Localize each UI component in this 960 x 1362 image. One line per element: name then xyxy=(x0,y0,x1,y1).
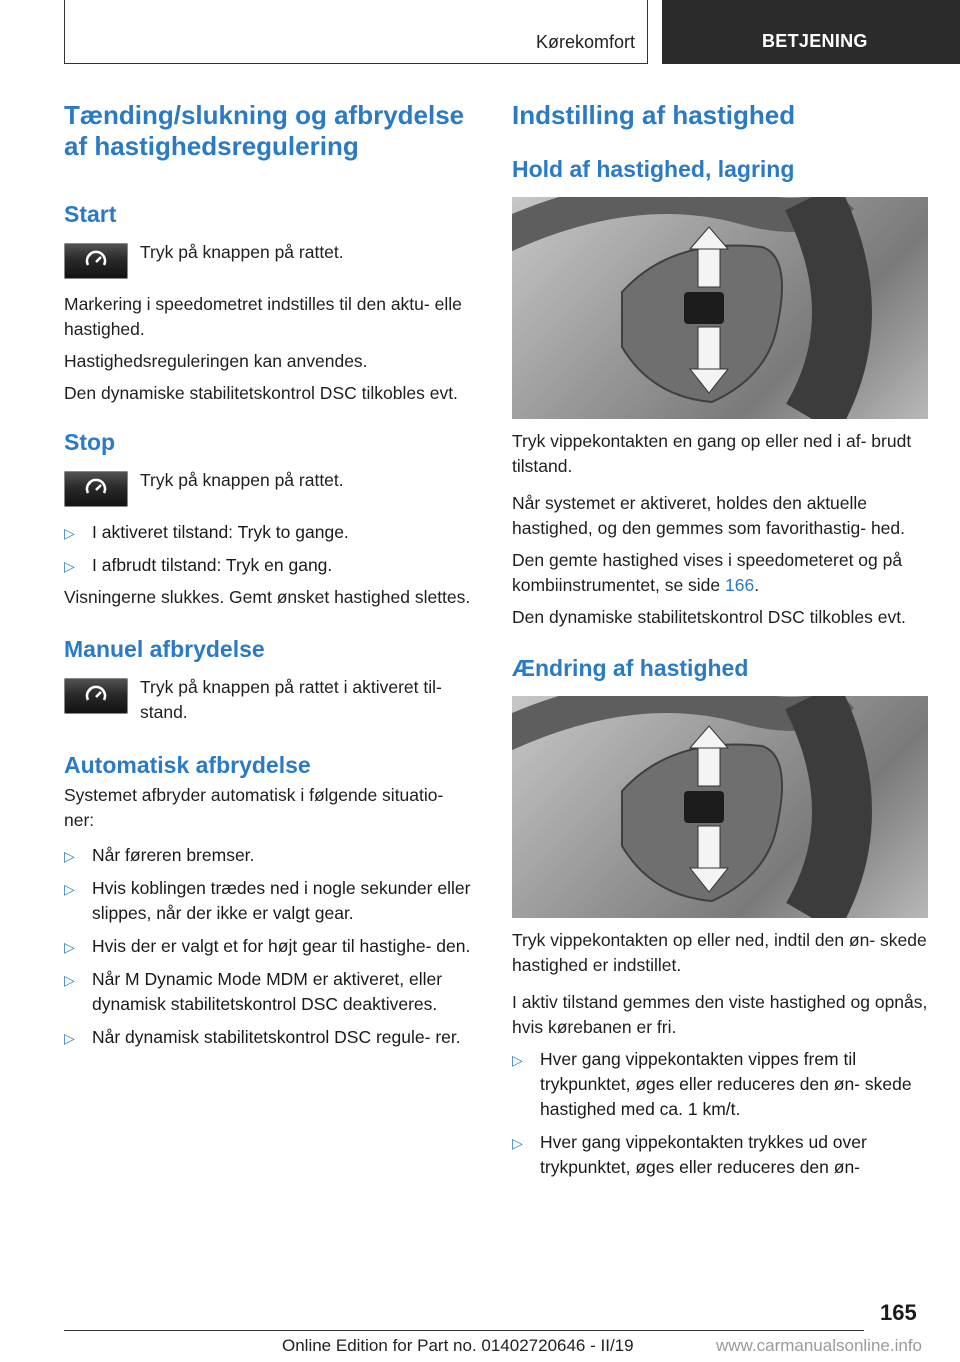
stop-button-row xyxy=(64,468,478,508)
header-section-title: Kørekomfort xyxy=(535,32,635,52)
triangle-right-icon: ▷ xyxy=(64,881,75,897)
change-para-1: Tryk vippekontakten op eller ned, indtil den øn‐ skede hastighed er indstillet. xyxy=(512,930,927,975)
list-item: ▷ Når M Dynamic Mode MDM er aktiveret, eller dynamisk stabilitetskontrol DSC deaktiveres. xyxy=(64,969,443,1014)
start-para-2: Hastighedsreguleringen kan anvendes. xyxy=(64,351,368,371)
stop-para: Visningerne slukkes. Gemt ønsket hastighed slettes. xyxy=(64,587,471,607)
stop-button-text: Tryk på knappen på rattet. xyxy=(140,470,344,490)
right-title: Indstilling af hastighed xyxy=(512,100,796,130)
page-link[interactable]: 166 xyxy=(725,575,755,595)
left-column xyxy=(64,100,478,1050)
hold-para-1: Tryk vippekontakten en gang op eller ned i af‐ brudt tilstand. xyxy=(512,431,912,476)
auto-heading: Automatisk afbrydelse xyxy=(64,752,311,778)
footer-edition: Online Edition for Part no. 01402720646 - II/19 xyxy=(282,1336,634,1355)
footer-divider xyxy=(64,1330,864,1331)
hold-para-2: Når systemet er aktiveret, holdes den aktuelle hastighed, og den gemmes som favorithastig‐ hed. xyxy=(512,493,905,538)
auto-list xyxy=(64,843,478,1050)
stop-heading: Stop xyxy=(64,429,116,455)
cruise-control-button-icon xyxy=(64,678,128,714)
list-item: ▷ Når føreren bremser. xyxy=(64,843,478,868)
list-item: ▷ I afbrudt tilstand: Tryk en gang. xyxy=(64,553,478,578)
change-heading: Ændring af hastighed xyxy=(512,655,749,681)
steering-wheel-rocker-image xyxy=(512,696,928,918)
auto-intro: Systemet afbryder automatisk i følgende situatio‐ ner: xyxy=(64,785,444,830)
triangle-right-icon: ▷ xyxy=(64,972,75,988)
list-item: ▷ I aktiveret tilstand: Tryk to gange. xyxy=(64,520,478,545)
manual-button-row xyxy=(64,675,478,725)
triangle-right-icon: ▷ xyxy=(64,558,75,574)
stop-list xyxy=(64,520,478,578)
hold-para-4: Den dynamiske stabilitetskontrol DSC tilkobles evt. xyxy=(512,607,906,627)
start-para-3: Den dynamiske stabilitetskontrol DSC tilkobles evt. xyxy=(64,383,458,403)
right-column xyxy=(512,100,928,1180)
manual-button-text: Tryk på knappen på rattet i aktiveret til‐ stand. xyxy=(140,677,442,722)
watermark: www.carmanualsonline.info xyxy=(716,1336,922,1355)
list-item: ▷ Når dynamisk stabilitetskontrol DSC regule‐ rer. xyxy=(64,1025,478,1050)
header-chapter-title: BETJENING xyxy=(762,31,868,51)
triangle-right-icon: ▷ xyxy=(512,1135,523,1151)
list-item: ▷ Hver gang vippekontakten trykkes ud over trykpunktet, øges eller reduceres den øn‐ xyxy=(512,1132,867,1177)
start-button-text: Tryk på knappen på rattet. xyxy=(140,242,344,262)
triangle-right-icon: ▷ xyxy=(64,939,75,955)
start-para-1: Markering i speedometret indstilles til den aktu‐ elle hastighed. xyxy=(64,294,462,339)
start-heading: Start xyxy=(64,201,117,227)
triangle-right-icon: ▷ xyxy=(64,1030,75,1046)
start-button-row xyxy=(64,240,478,280)
change-para-2: I aktiv tilstand gemmes den viste hastighed og opnås, hvis kørebanen er fri. xyxy=(512,992,928,1037)
hold-para-3: Den gemte hastighed vises i speedometeret og på kombiinstrumentet, se side 166. xyxy=(512,550,903,595)
change-list xyxy=(512,1047,928,1180)
hold-heading: Hold af hastighed, lagring xyxy=(512,156,795,182)
header-section-box xyxy=(64,0,648,64)
header-chapter-tab xyxy=(662,0,960,64)
triangle-right-icon: ▷ xyxy=(64,525,75,541)
cruise-control-button-icon xyxy=(64,471,128,507)
left-title: Tænding/slukning og afbrydelse af hastighedsregulering xyxy=(64,100,465,161)
list-item: ▷ Hvis koblingen trædes ned i nogle sekunder eller slippes, når der ikke er valgt gear. xyxy=(64,878,471,923)
list-item: ▷ Hvis der er valgt et for højt gear til hastighe‐ den. xyxy=(64,934,478,959)
list-item: ▷ Hver gang vippekontakten vippes frem til trykpunktet, øges eller reduceres den øn‐ skede hastighed med ca. 1 km/t. xyxy=(512,1049,912,1119)
page-number: 165 xyxy=(880,1300,917,1325)
manual-heading: Manuel afbrydelse xyxy=(64,636,265,662)
cruise-control-button-icon xyxy=(64,243,128,279)
triangle-right-icon: ▷ xyxy=(64,848,75,864)
steering-wheel-rocker-image xyxy=(512,197,928,419)
triangle-right-icon: ▷ xyxy=(512,1052,523,1068)
